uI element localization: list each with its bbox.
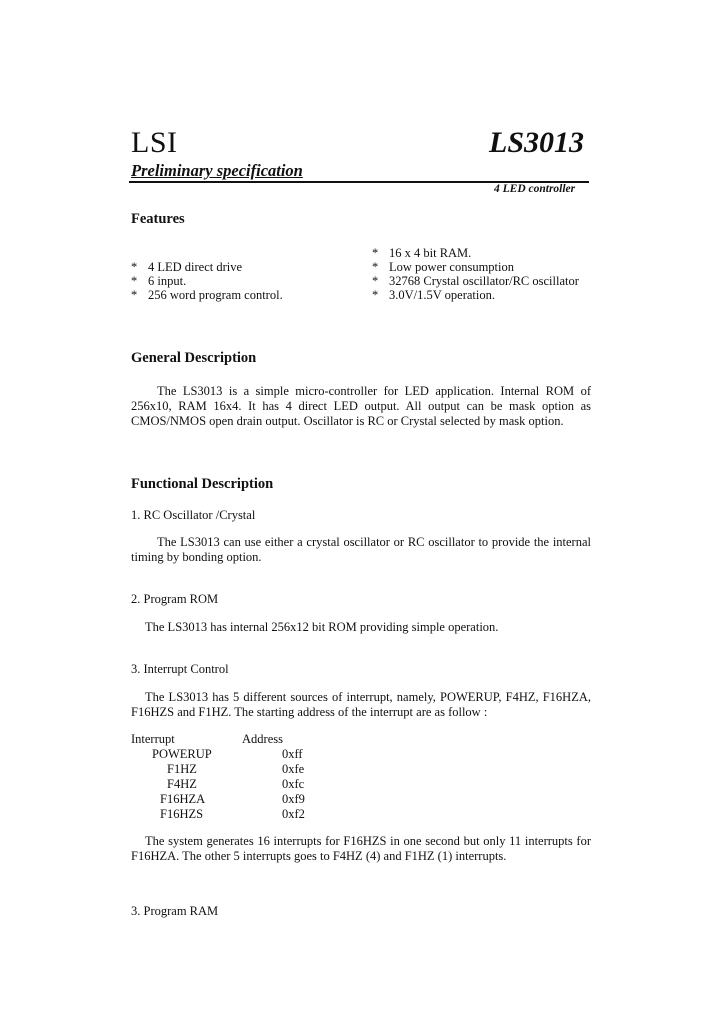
section-title-program-rom: 2. Program ROM bbox=[131, 592, 219, 606]
feature-item: * 16 x 4 bit RAM. bbox=[372, 246, 472, 260]
bullet-star: * bbox=[372, 246, 379, 260]
interrupt-note-text: The system generates 16 interrupts for F16HZS in one second but only 11 interrupts for F16HZA. The other 5 interrupts goes to F4HZ (4) and F1HZ (1) interrupts. bbox=[131, 834, 591, 863]
document-subtitle: Preliminary specification bbox=[131, 161, 303, 180]
bullet-star: * bbox=[131, 260, 138, 274]
feature-item: * Low power consumption bbox=[372, 260, 514, 274]
product-name: 4 LED controller bbox=[494, 183, 576, 195]
interrupt-address: 0xff bbox=[282, 747, 303, 761]
bullet-star: * bbox=[372, 260, 379, 274]
feature-item: * 4 LED direct drive bbox=[131, 260, 243, 274]
interrupt-source: F16HZA bbox=[160, 792, 206, 806]
bullet-star: * bbox=[131, 274, 138, 288]
part-number: LS3013 bbox=[489, 126, 585, 159]
features-heading: Features bbox=[131, 211, 185, 227]
functional-description-heading: Functional Description bbox=[131, 476, 274, 492]
company-name: LSI bbox=[131, 126, 178, 159]
column-header-interrupt: Interrupt bbox=[131, 732, 175, 746]
feature-item: * 6 input. bbox=[131, 274, 187, 288]
interrupt-source: F16HZS bbox=[160, 807, 204, 821]
feature-item: * 256 word program control. bbox=[131, 288, 283, 302]
interrupt-address: 0xfe bbox=[282, 762, 305, 776]
column-header-address: Address bbox=[242, 732, 283, 746]
bullet-star: * bbox=[372, 274, 379, 288]
interrupt-source: F4HZ bbox=[167, 777, 197, 791]
interrupt-source: F1HZ bbox=[167, 762, 197, 776]
feature-item: * 32768 Crystal oscillator/RC oscillator bbox=[372, 274, 579, 288]
interrupt-address: 0xf2 bbox=[282, 807, 305, 821]
interrupt-address: 0xfc bbox=[282, 777, 305, 791]
interrupt-address: 0xf9 bbox=[282, 792, 305, 806]
general-description-heading: General Description bbox=[131, 350, 257, 366]
feature-item: * 3.0V/1.5V operation. bbox=[372, 288, 496, 302]
section-text-program-rom: The LS3013 has internal 256x12 bit ROM providing simple operation. bbox=[145, 620, 499, 634]
section-title-program-ram: 3. Program RAM bbox=[131, 904, 219, 918]
section-text-interrupt-control: The LS3013 has 5 different sources of interrupt, namely, POWERUP, F4HZ, F16HZA, F16HZS and F1HZ. The starting address of the interrupt are as follow : bbox=[131, 690, 591, 719]
bullet-star: * bbox=[372, 288, 379, 302]
section-title-interrupt-control: 3. Interrupt Control bbox=[131, 662, 229, 676]
general-description-text: The LS3013 is a simple micro-controller for LED application. Internal ROM of 256x10, RAM 16x4. It has 4 direct LED output. All output can be mask option as CMOS/NMOS open drain output. Oscillator is RC or Crystal selected by mask option. bbox=[131, 384, 591, 428]
section-text-oscillator: The LS3013 can use either a crystal oscillator or RC oscillator to provide the internal timing by bonding option. bbox=[131, 535, 591, 564]
section-title-oscillator: 1. RC Oscillator /Crystal bbox=[131, 508, 256, 522]
bullet-star: * bbox=[131, 288, 138, 302]
interrupt-source: POWERUP bbox=[152, 747, 212, 761]
